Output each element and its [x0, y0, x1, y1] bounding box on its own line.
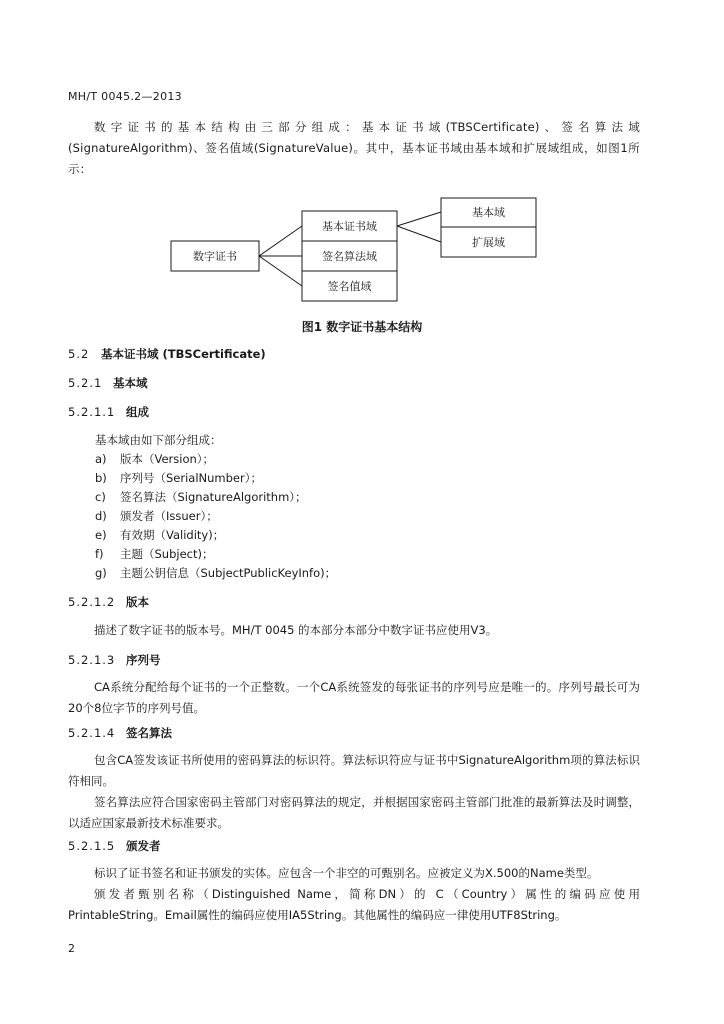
list-item: b) 序列号（SerialNumber）；: [95, 471, 262, 485]
list-item: g) 主题公钥信息（SubjectPublicKeyInfo)；: [95, 566, 337, 580]
heading-title: 基本证书域 (TBSCertificate): [101, 347, 266, 361]
heading-title: 版本: [126, 595, 149, 609]
heading-5-2-1-5: [68, 838, 161, 854]
heading-title: 基本域: [113, 376, 148, 390]
heading-number: 5.2: [68, 347, 90, 361]
connector-line: [397, 226, 441, 242]
paragraph: 描述了数字证书的版本号。MH/T 0045 的本部分本部分中数字证书应使用V3。: [94, 623, 498, 637]
heading-5-2-1-1: [68, 404, 149, 420]
heading-number: 5.2.1.3: [68, 653, 116, 667]
connector-line: [259, 256, 302, 286]
heading-title: 颁发者: [126, 839, 161, 853]
heading-5-2-1-3: [68, 652, 161, 668]
box-tbs-certificate-label: 基本证书域: [322, 220, 377, 233]
box-digital-certificate-label: 数字证书: [193, 250, 237, 263]
box-basic-field-label: 基本域: [472, 206, 505, 219]
heading-5-2-1-2: [68, 594, 149, 610]
box-extension-field-label: 扩展域: [472, 236, 505, 249]
heading-5-2: [68, 346, 266, 362]
list-item: c) 签名算法（SignatureAlgorithm）；: [95, 490, 307, 504]
list-item: a) 版本（Version）；: [95, 452, 215, 466]
paragraph: 标识了证书签名和证书颁发的实体。应包含一个非空的可甄别名。应被定义为X.500的Name类型。: [94, 866, 599, 880]
figure-caption: 图1 数字证书基本结构: [301, 320, 423, 334]
list-item: e) 有效期（Validity)；: [95, 528, 225, 542]
paragraph: CA系统分配给每个证书的一个正整数。一个CA系统签发的每张证书的序列号应是唯一的。序列号最长可为20个8位字节的序列号值。: [68, 680, 640, 715]
structure-diagram: [0, 0, 724, 320]
heading-number: 5.2.1.4: [68, 726, 116, 740]
heading-5-2-1: [68, 375, 148, 391]
heading-title: 组成: [126, 405, 149, 419]
page-number: 2: [68, 942, 75, 955]
box-signature-value-label: 签名值域: [327, 280, 372, 293]
heading-5-2-1-4: [68, 725, 172, 741]
paragraph: 包含CA签发该证书所使用的密码算法的标识符。算法标识符应与证书中SignatureAlgorithm项的算法标识符相同。: [68, 753, 640, 788]
heading-number: 5.2.1.1: [68, 405, 116, 419]
paragraph: 颁发者甄别名称（Distinguished Name，简称DN）的 C（Country）属性的编码应使用PrintableString。Email属性的编码应使用IA5String。其他属性的编码应一律使用UTF8String。: [68, 887, 640, 922]
connector-line: [397, 212, 441, 226]
heading-number: 5.2.1.5: [68, 839, 116, 853]
connector-line: [259, 226, 302, 256]
intro-paragraph: 数字证书的基本结构由三部分组成：基本证书域(TBSCertificate)、签名算法域(SignatureAlgorithm)、签名值域(SignatureValue)。其中，基本证书域由基本域和扩展域组成，如图1所示：: [68, 120, 640, 176]
standard-code-header: MH/T 0045.2—2013: [68, 90, 182, 103]
list-item: d) 颁发者（Issuer）；: [95, 509, 218, 523]
box-signature-algorithm-label: 签名算法域: [322, 250, 377, 263]
list-item: f) 主题（Subject)；: [95, 547, 214, 561]
heading-number: 5.2.1: [68, 376, 103, 390]
list-intro: 基本域由如下部分组成：: [95, 433, 222, 447]
heading-title: 序列号: [126, 653, 161, 667]
paragraph: 签名算法应符合国家密码主管部门对密码算法的规定，并根据国家密码主管部门批准的最新算法及时调整，以适应国家最新技术标准要求。: [68, 795, 640, 830]
heading-title: 签名算法: [126, 726, 172, 740]
heading-number: 5.2.1.2: [68, 595, 116, 609]
